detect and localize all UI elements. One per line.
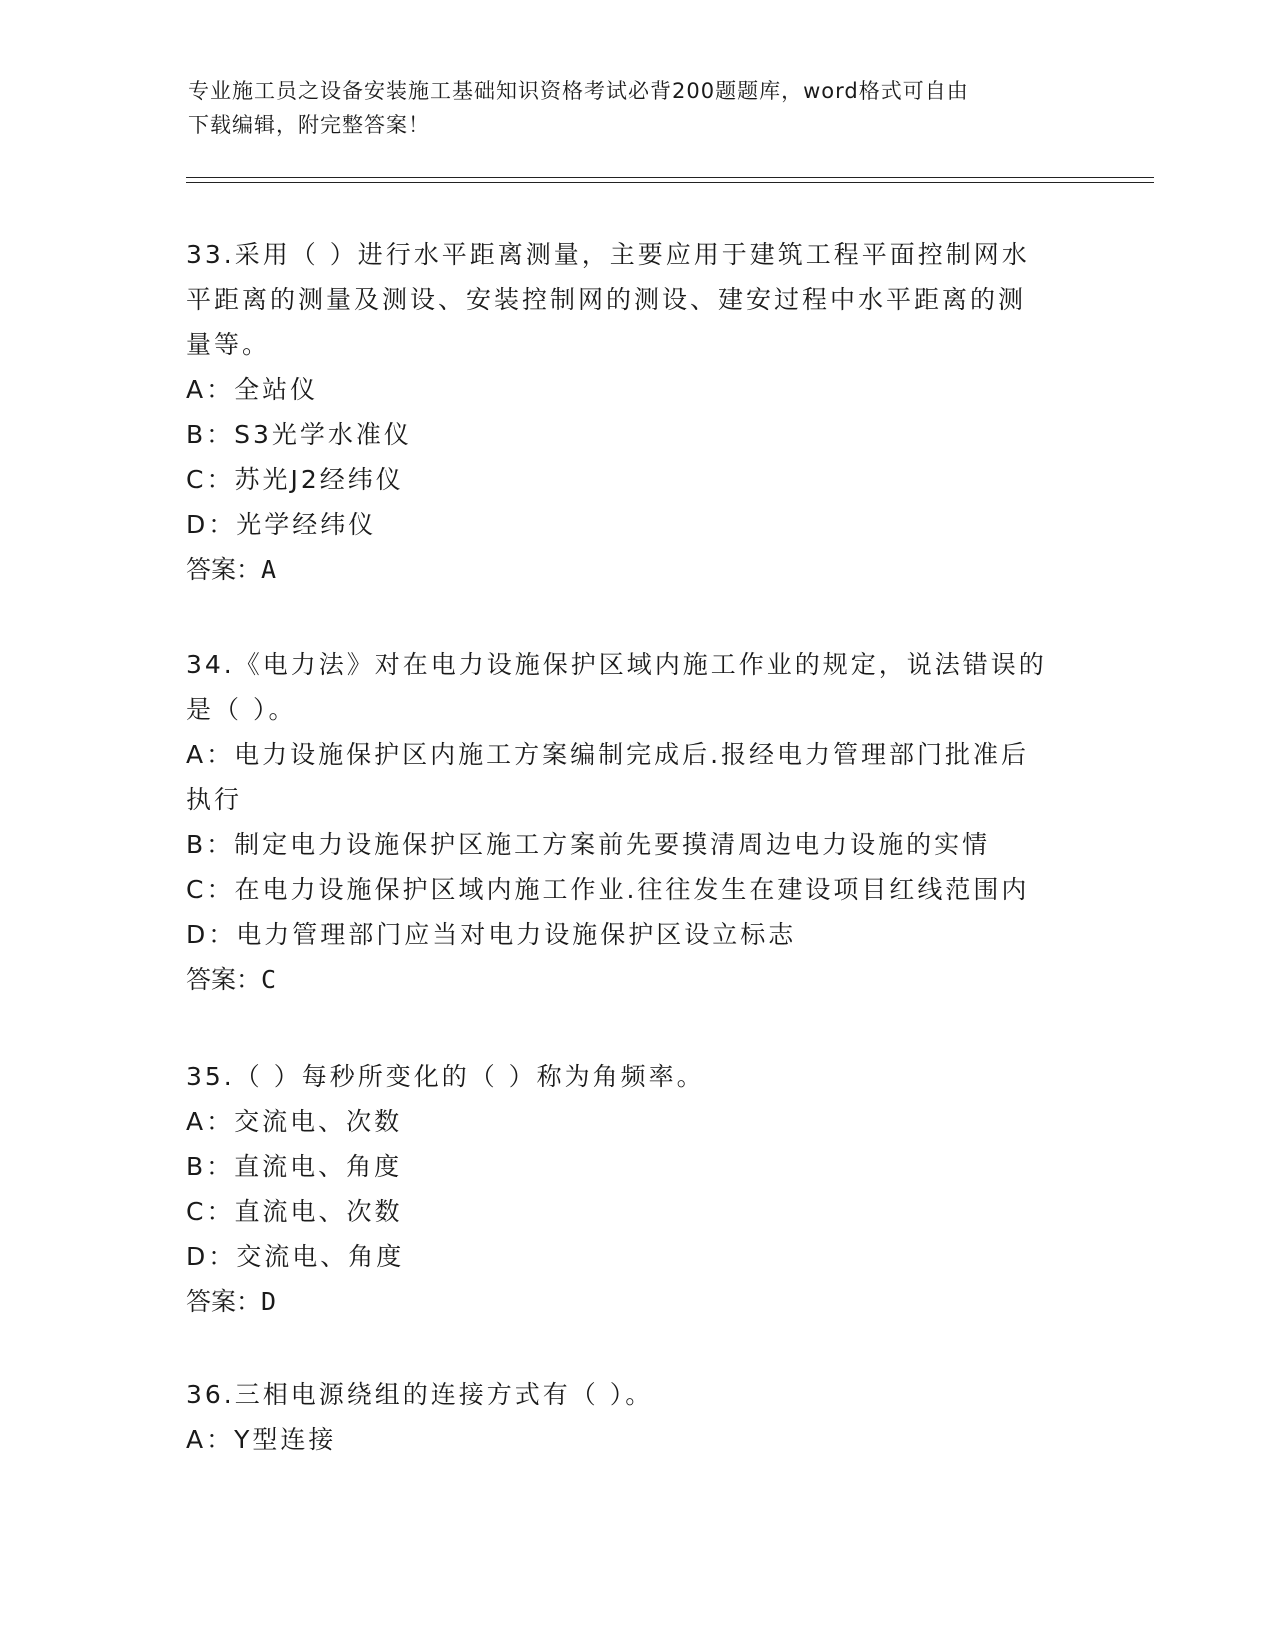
option-a: A：电力设施保护区内施工方案编制完成后.报经电力管理部门批准后 [186, 740, 1030, 769]
option-a: A：Y型连接 [186, 1425, 337, 1454]
option-b: B：S3光学水准仪 [186, 420, 412, 449]
option-d: D：交流电、角度 [186, 1242, 405, 1271]
option-b: B：直流电、角度 [186, 1152, 403, 1181]
question-stem-line: 是（ ）。 [186, 695, 297, 724]
document-header [188, 74, 1068, 142]
option-c: C：苏光J2经纬仪 [186, 465, 404, 494]
option-a: A：全站仪 [186, 375, 319, 404]
answer-line: 答案：A [186, 555, 277, 584]
option-d: D：电力管理部门应当对电力设施保护区设立标志 [186, 920, 797, 949]
question-36 [186, 1372, 1086, 1462]
option-d: D：光学经纬仪 [186, 510, 377, 539]
option-b: B：制定电力设施保护区施工方案前先要摸清周边电力设施的实情 [186, 830, 991, 859]
question-34 [186, 642, 1086, 1002]
question-stem-line: 33.采用（ ）进行水平距离测量，主要应用于建筑工程平面控制网水 [186, 240, 1030, 269]
option-c: C：在电力设施保护区域内施工作业.往往发生在建设项目红线范围内 [186, 875, 1030, 904]
header-line-2: 下载编辑，附完整答案！ [188, 113, 430, 137]
option-c: C：直流电、次数 [186, 1197, 403, 1226]
question-stem-line: 量等。 [186, 330, 271, 359]
option-a-continued: 执行 [186, 785, 243, 814]
answer-line: 答案：D [186, 1287, 277, 1316]
option-a: A：交流电、次数 [186, 1107, 403, 1136]
question-stem-line: 36.三相电源绕组的连接方式有（ ）。 [186, 1380, 654, 1409]
question-35 [186, 1054, 1086, 1324]
header-divider [186, 177, 1154, 183]
answer-line: 答案：C [186, 965, 277, 994]
header-line-1: 专业施工员之设备安装施工基础知识资格考试必背200题题库，word格式可自由 [188, 79, 969, 103]
question-stem-line: 35.（ ）每秒所变化的（ ）称为角频率。 [186, 1062, 705, 1091]
question-33 [186, 232, 1086, 592]
question-stem-line: 平距离的测量及测设、安装控制网的测设、建安过程中水平距离的测 [186, 285, 1027, 314]
question-stem-line: 34.《电力法》对在电力设施保护区域内施工作业的规定，说法错误的 [186, 650, 1047, 679]
